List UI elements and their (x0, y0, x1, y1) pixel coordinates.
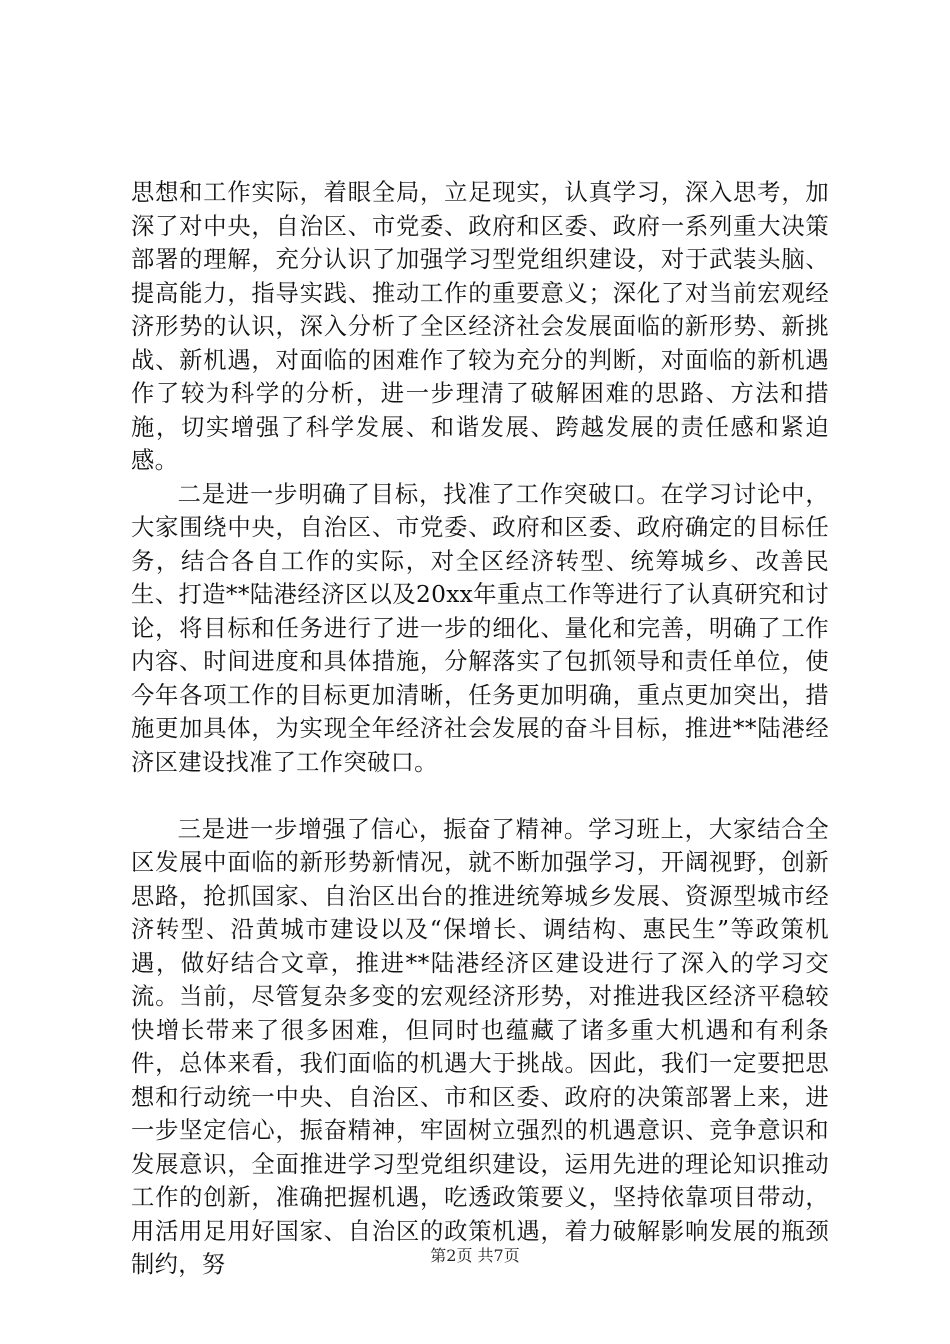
paragraph-two: 二是进一步明确了目标，找准了工作突破口。在学习讨论中，大家围绕中央，自治区、市党委、政府和区委、政府确定的目标任务，结合各自工作的实际，对全区经济转型、统筹城乡、改善民生、打造**陆港经济区以及20xx年重点工作等进行了认真研究和讨论，将目标和任务进行了进一步的细化、量化和完善，明确了工作内容、时间进度和具体措施，分解落实了包抓领导和责任单位，使今年各项工作的目标更加清晰，任务更加明确，重点更加突出，措施更加具体，为实现全年经济社会发展的奋斗目标，推进**陆港经济区建设找准了工作突破口。 (131, 480, 829, 776)
paragraph-three: 三是进一步增强了信心，振奋了精神。学习班上，大家结合全区发展中面临的新形势新情况，就不断加强学习，开阔视野，创新思路，抢抓国家、自治区出台的推进统筹城乡发展、资源型城市经济转型、沿黄城市建设以及“保增长、调结构、惠民生”等政策机遇，做好结合文章，推进**陆港经济区建设进行了深入的学习交流。当前，尽管复杂多变的宏观经济形势，对推进我区经济平稳较快增长带来了很多困难，但同时也蕴藏了诸多重大机遇和有利条件，总体来看，我们面临的机遇大于挑战。因此，我们一定要把思想和行动统一中央、自治区、市和区委、政府的决策部署上来，进一步坚定信心，振奋精神，牢固树立强烈的机遇意识、竞争意识和发展意识，全面推进学习型党组织建设，运用先进的理论知识推动工作的创新，准确把握机遇，吃透政策要义，坚持依靠项目带动，用活用足用好国家、自治区的政策机遇，着力破解影响发展的瓶颈制约，努 (131, 815, 829, 1278)
document-body (131, 176, 829, 1282)
paragraph-gap (131, 779, 829, 813)
page-number-footer: 第2页 共7页 (430, 1246, 520, 1265)
paragraph-continuation: 思想和工作实际，着眼全局，立足现实，认真学习，深入思考，加深了对中央，自治区、市党委、政府和区委、政府一系列重大决策部署的理解，充分认识了加强学习型党组织建设，对于武装头脑、提高能力，指导实践、推动工作的重要意义；深化了对当前宏观经济形势的认识，深入分析了全区经济社会发展面临的新形势、新挑战、新机遇，对面临的困难作了较为充分的判断，对面临的新机遇作了较为科学的分析，进一步理清了破解困难的思路、方法和措施，切实增强了科学发展、和谐发展、跨越发展的责任感和紧迫感。 (131, 179, 829, 474)
